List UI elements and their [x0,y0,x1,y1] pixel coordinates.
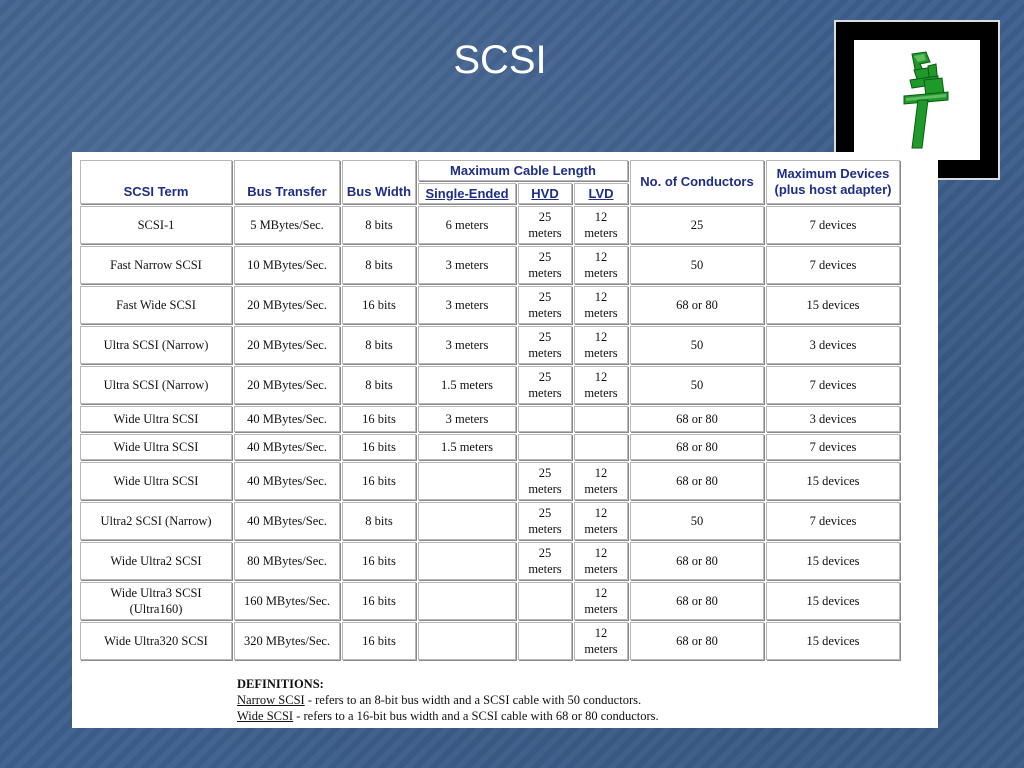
cell-transfer: 320 MBytes/Sec. [234,622,340,660]
header-max-devices [766,160,900,204]
cell-hvd [518,246,572,284]
cell-term [80,542,232,580]
cell-se: 1.5 meters [418,366,516,404]
cell-width: 8 bits [342,326,416,364]
cell-devices: 15 devices [766,542,900,580]
cell-term-line: Wide Ultra SCSI [113,412,199,426]
cell-term [80,286,232,324]
cell-transfer: 40 MBytes/Sec. [234,502,340,540]
cell-conductors: 50 [630,366,764,404]
cell-lvd-line: 12 [594,626,608,640]
cell-conductors: 25 [630,206,764,244]
cell-se: 3 meters [418,286,516,324]
cell-se: 1.5 meters [418,434,516,460]
header-single-ended: Single-Ended [418,183,516,204]
cell-hvd [518,582,572,620]
cell-term-line: (Ultra160) [129,602,183,616]
cell-hvd-line: 25 [538,210,552,224]
header-max-devices-line1: Maximum Devices [776,166,890,181]
cell-term-line: Wide Ultra2 SCSI [110,554,202,568]
cell-width: 16 bits [342,434,416,460]
cell-conductors: 68 or 80 [630,622,764,660]
cell-devices: 15 devices [766,286,900,324]
table-row [80,542,900,580]
header-bus-transfer: Bus Transfer [234,160,340,204]
cell-devices: 7 devices [766,206,900,244]
cell-hvd [518,406,572,432]
cell-lvd-line: meters [584,482,618,496]
cell-transfer: 40 MBytes/Sec. [234,406,340,432]
cell-conductors: 50 [630,326,764,364]
cell-lvd-line: meters [584,346,618,360]
cell-term-line: Wide Ultra SCSI [113,474,199,488]
cell-width: 16 bits [342,462,416,500]
definitions [237,676,659,724]
cell-width: 16 bits [342,542,416,580]
cell-devices: 3 devices [766,406,900,432]
cell-lvd-line: 12 [594,370,608,384]
cell-term-line: Wide Ultra SCSI [113,440,199,454]
cell-width: 16 bits [342,622,416,660]
cell-transfer: 160 MBytes/Sec. [234,582,340,620]
cell-devices: 7 devices [766,246,900,284]
cell-se: 6 meters [418,206,516,244]
cell-lvd-line: meters [584,602,618,616]
cell-hvd [518,622,572,660]
cell-lvd-line: 12 [594,506,608,520]
table-row [80,286,900,324]
header-scsi-term: SCSI Term [80,160,232,204]
cell-hvd-line: 25 [538,546,552,560]
cell-lvd-line: 12 [594,546,608,560]
cell-term [80,582,232,620]
header-max-devices-line2: (plus host adapter) [774,182,892,197]
cell-hvd-line: meters [528,226,562,240]
cell-lvd [574,406,628,432]
cell-lvd [574,286,628,324]
cell-lvd [574,206,628,244]
cell-width: 16 bits [342,406,416,432]
cell-transfer: 80 MBytes/Sec. [234,542,340,580]
scsi-comparison-table [78,158,902,662]
cell-se [418,622,516,660]
cell-devices: 15 devices [766,582,900,620]
cell-lvd-line: 12 [594,330,608,344]
cell-lvd-line: 12 [594,210,608,224]
cell-transfer: 20 MBytes/Sec. [234,326,340,364]
cell-transfer: 40 MBytes/Sec. [234,434,340,460]
cell-term-line: Wide Ultra320 SCSI [104,634,208,648]
header-conductors: No. of Conductors [630,160,764,204]
cell-lvd-line: 12 [594,250,608,264]
cell-term [80,502,232,540]
cell-devices: 3 devices [766,326,900,364]
table-row [80,246,900,284]
cell-se: 3 meters [418,246,516,284]
cell-hvd [518,502,572,540]
cell-conductors: 68 or 80 [630,406,764,432]
definition-wide [237,708,659,724]
cell-se [418,462,516,500]
cell-conductors: 68 or 80 [630,434,764,460]
cell-hvd-line: 25 [538,370,552,384]
cell-term [80,326,232,364]
cell-conductors: 68 or 80 [630,582,764,620]
cell-hvd [518,434,572,460]
cell-se: 3 meters [418,326,516,364]
cell-hvd [518,542,572,580]
cell-lvd-line: 12 [594,290,608,304]
cell-conductors: 50 [630,502,764,540]
definition-wide-text: - refers to a 16-bit bus width and a SCSI cable with 68 or 80 conductors. [293,709,659,723]
cell-lvd-line: meters [584,226,618,240]
definition-narrow-term: Narrow SCSI [237,693,305,707]
cell-term-line: SCSI-1 [137,218,175,232]
cell-se: 3 meters [418,406,516,432]
cell-lvd [574,246,628,284]
scsi-table-panel [72,152,938,728]
cell-term [80,462,232,500]
cell-term [80,406,232,432]
cell-transfer: 20 MBytes/Sec. [234,286,340,324]
cell-lvd [574,462,628,500]
cell-transfer: 5 MBytes/Sec. [234,206,340,244]
cell-lvd-line: meters [584,522,618,536]
table-row [80,582,900,620]
cell-transfer: 20 MBytes/Sec. [234,366,340,404]
header-bus-width: Bus Width [342,160,416,204]
cell-lvd-line: meters [584,386,618,400]
cell-hvd-line: meters [528,482,562,496]
cell-hvd-line: 25 [538,290,552,304]
cell-lvd [574,366,628,404]
definition-wide-term: Wide SCSI [237,709,294,723]
table-row [80,502,900,540]
cell-hvd [518,326,572,364]
cell-lvd [574,434,628,460]
cell-term-line: Fast Wide SCSI [116,298,196,312]
cell-devices: 7 devices [766,502,900,540]
cell-hvd-line: 25 [538,330,552,344]
cell-width: 8 bits [342,502,416,540]
cell-lvd-line: 12 [594,586,608,600]
cell-lvd-line: meters [584,642,618,656]
cell-transfer: 40 MBytes/Sec. [234,462,340,500]
cell-lvd [574,582,628,620]
logo-panel [854,40,980,160]
header-max-cable-length: Maximum Cable Length [418,160,628,181]
cell-term [80,434,232,460]
cell-conductors: 68 or 80 [630,542,764,580]
table-row [80,326,900,364]
cell-term-line: Fast Narrow SCSI [110,258,202,272]
cell-term [80,246,232,284]
cell-devices: 7 devices [766,434,900,460]
cell-width: 8 bits [342,206,416,244]
cell-hvd [518,366,572,404]
table-row [80,406,900,432]
cell-conductors: 68 or 80 [630,286,764,324]
cell-conductors: 68 or 80 [630,462,764,500]
cell-term-line: Ultra2 SCSI (Narrow) [100,514,212,528]
cell-hvd [518,206,572,244]
cell-hvd-line: 25 [538,250,552,264]
cell-width: 16 bits [342,582,416,620]
cell-conductors: 50 [630,246,764,284]
cell-lvd [574,502,628,540]
cell-term [80,622,232,660]
cell-hvd-line: meters [528,522,562,536]
cell-lvd-line: meters [584,306,618,320]
cell-width: 8 bits [342,246,416,284]
cell-width: 16 bits [342,286,416,324]
green-scsi-3d-logo-icon [854,40,980,160]
cell-hvd-line: 25 [538,506,552,520]
cell-lvd [574,326,628,364]
cell-hvd-line: meters [528,386,562,400]
cell-term [80,366,232,404]
cell-term-line: Ultra SCSI (Narrow) [103,338,209,352]
cell-hvd-line: meters [528,306,562,320]
cell-term-line: Ultra SCSI (Narrow) [103,378,209,392]
table-row [80,434,900,460]
cell-term-line: Wide Ultra3 SCSI [110,586,202,600]
cell-devices: 15 devices [766,462,900,500]
cell-se [418,542,516,580]
definitions-title: DEFINITIONS: [237,677,324,691]
cell-devices: 15 devices [766,622,900,660]
cell-hvd [518,462,572,500]
cell-term [80,206,232,244]
table-row [80,462,900,500]
cell-hvd-line: meters [528,346,562,360]
cell-se [418,502,516,540]
table-row [80,622,900,660]
table-row [80,366,900,404]
cell-lvd-line: 12 [594,466,608,480]
cell-hvd [518,286,572,324]
cell-se [418,582,516,620]
table-row [80,206,900,244]
definition-narrow [237,692,659,708]
slide-title: SCSI [453,38,547,82]
header-lvd: LVD [574,183,628,204]
cell-devices: 7 devices [766,366,900,404]
header-hvd: HVD [518,183,572,204]
cell-hvd-line: meters [528,562,562,576]
cell-width: 8 bits [342,366,416,404]
cell-lvd-line: meters [584,562,618,576]
cell-lvd [574,542,628,580]
cell-lvd [574,622,628,660]
cell-hvd-line: 25 [538,466,552,480]
cell-lvd-line: meters [584,266,618,280]
definition-narrow-text: - refers to an 8-bit bus width and a SCSI cable with 50 conductors. [304,693,642,707]
cell-transfer: 10 MBytes/Sec. [234,246,340,284]
cell-hvd-line: meters [528,266,562,280]
